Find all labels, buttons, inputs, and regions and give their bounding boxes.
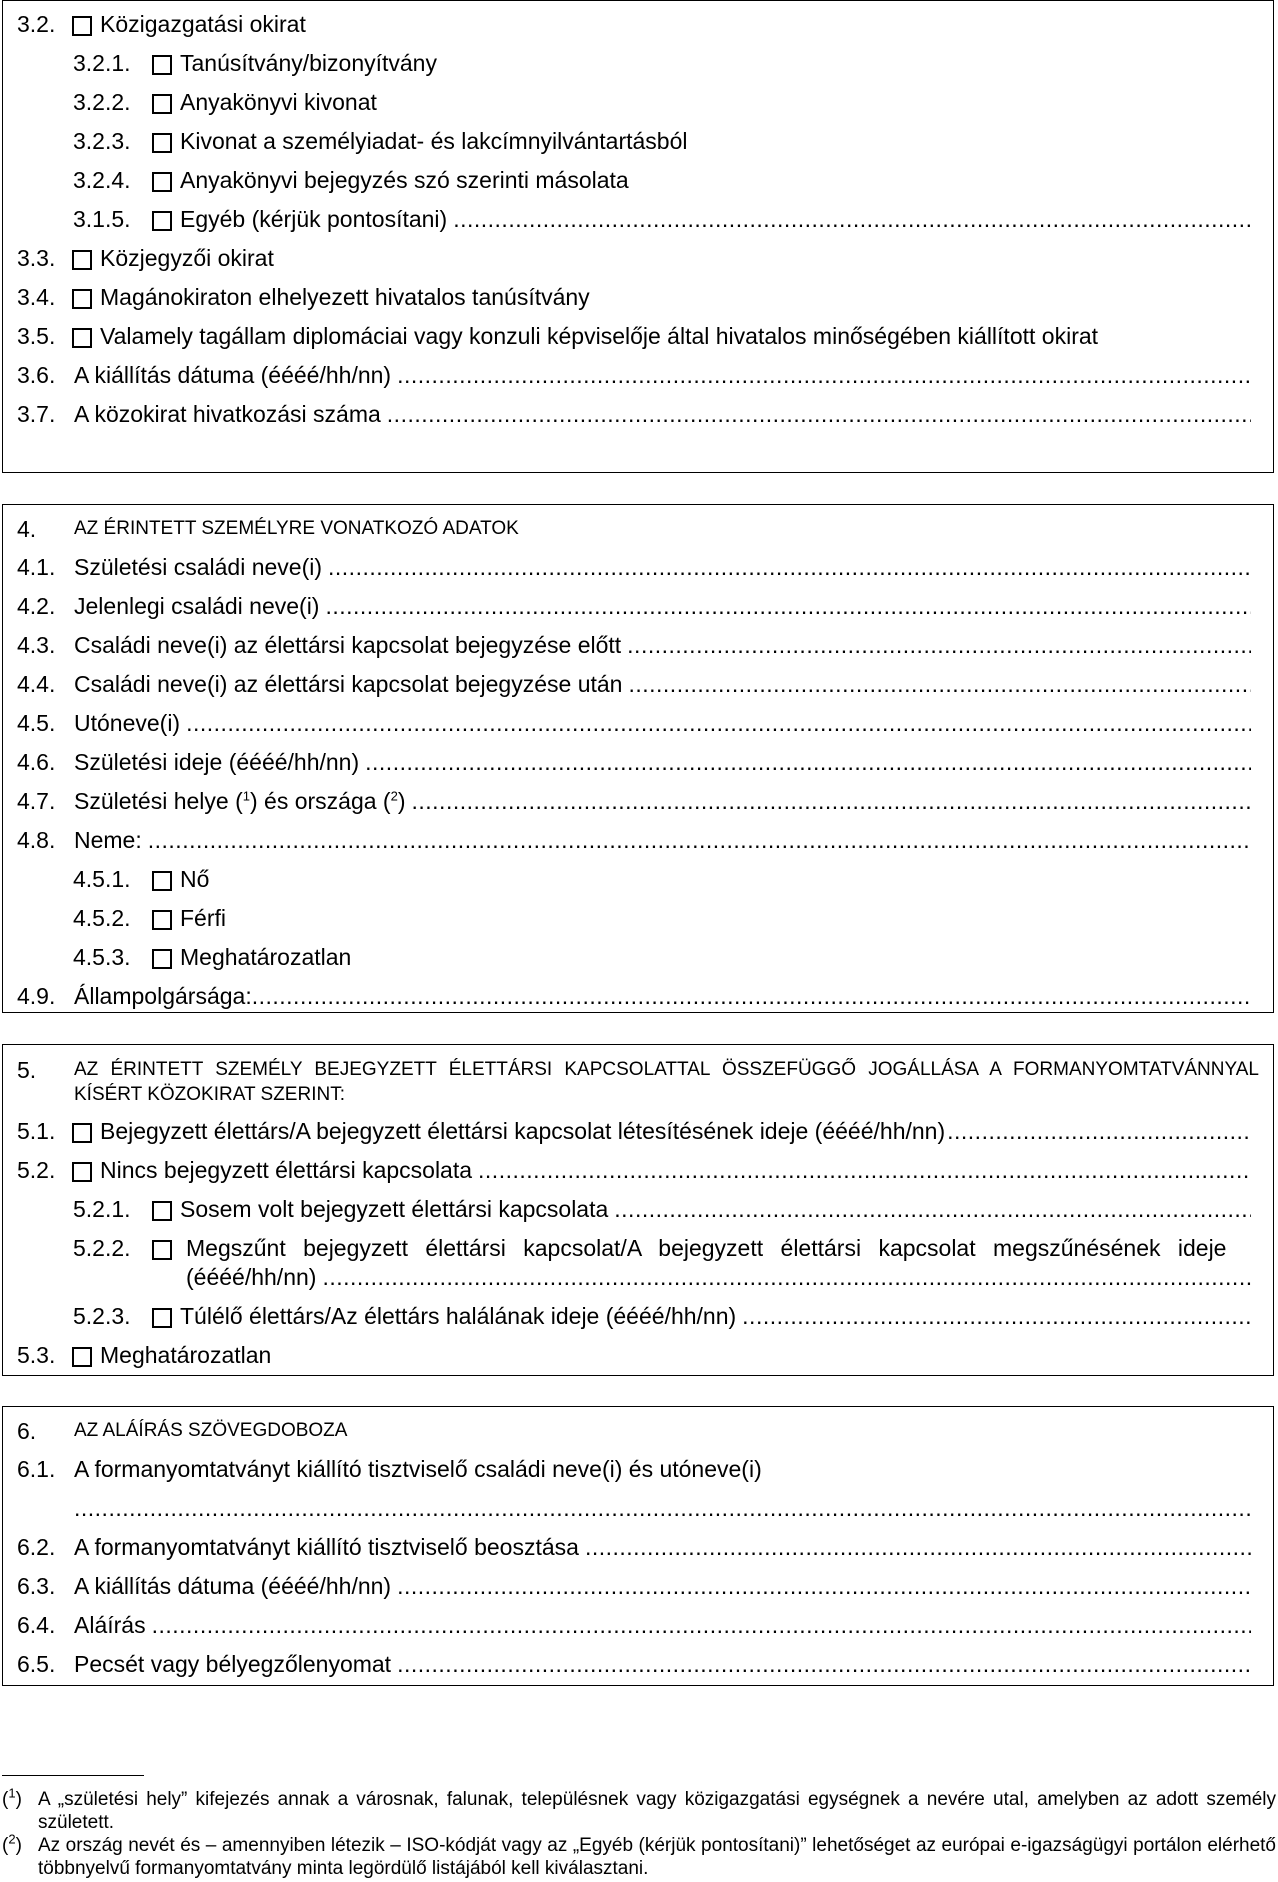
item-label: Neme:: [74, 827, 142, 853]
item-label: A formanyomtatványt kiállító tisztviselő családi neve(i) és utóneve(i): [74, 1456, 762, 1482]
row-6-3: [17, 1572, 1251, 1600]
section-number: 5.: [17, 1057, 37, 1083]
item-number: 5.2.3.: [73, 1303, 131, 1329]
checkbox[interactable]: [152, 94, 172, 114]
item-label: Jelenlegi családi neve(i): [74, 593, 320, 619]
item-number: 3.2.3.: [73, 128, 131, 154]
item-number: 4.3.: [17, 632, 56, 658]
item-number: 3.3.: [17, 245, 56, 271]
item-number: 3.4.: [17, 284, 56, 310]
item-label: Egyéb (kérjük pontosítani): [180, 206, 448, 232]
checkbox[interactable]: [152, 55, 172, 75]
fill-in-line[interactable]: [453, 205, 1251, 233]
row-4-5-2: [73, 904, 1251, 932]
item-number: 3.6.: [17, 362, 56, 388]
item-number: 3.2.1.: [73, 50, 131, 76]
row-5-1: [17, 1117, 1251, 1145]
row-4-1: [17, 553, 1251, 581]
row-3-1-5: [73, 205, 1251, 233]
row-3-2-4: [73, 166, 1251, 194]
item-label: Megszűnt bejegyzett élettársi kapcsolat/A bejegyzett élettársi kapcsolat megszűnésének ideje: [186, 1235, 1227, 1261]
fill-in-line[interactable]: [328, 553, 1251, 581]
item-number: 5.1.: [17, 1118, 56, 1144]
item-label: Magánokiraton elhelyezett hivatalos tanúsítvány: [100, 284, 590, 310]
item-number: 3.7.: [17, 401, 56, 427]
footnote-text: A „születési hely” kifejezés annak a városnak, falunak, településnek vagy közigazgatási egységnek a nevére utal, amelyben az adott személy született.: [38, 1789, 1276, 1833]
row-4-7: [17, 787, 1251, 815]
checkbox[interactable]: [152, 211, 172, 231]
row-3-2-2: [73, 88, 1251, 116]
section-title: AZ ÉRINTETT SZEMÉLYRE VONATKOZÓ ADATOK: [74, 518, 519, 539]
item-label: Férfi: [180, 905, 226, 931]
footnote-ref-2: 2: [390, 788, 398, 804]
row-4-5: [17, 709, 1251, 737]
checkbox[interactable]: [72, 328, 92, 348]
item-number: 4.7.: [17, 788, 56, 814]
item-label: Kivonat a személyiadat- és lakcímnyilvántartásból: [180, 128, 688, 154]
checkbox[interactable]: [152, 1201, 172, 1221]
item-number: 4.4.: [17, 671, 56, 697]
row-3-2: [17, 10, 1251, 38]
item-number: 5.2.: [17, 1157, 56, 1183]
footnote-separator: [2, 1775, 144, 1776]
fill-in-line[interactable]: [585, 1533, 1251, 1561]
checkbox[interactable]: [72, 250, 92, 270]
item-label-continued: (éééé/hh/nn): [186, 1264, 317, 1290]
checkbox[interactable]: [152, 1240, 172, 1260]
item-label: Születési ideje (éééé/hh/nn): [74, 749, 360, 775]
item-number: 4.8.: [17, 827, 56, 853]
item-label: Nő: [180, 866, 210, 892]
fill-in-line[interactable]: [365, 748, 1251, 776]
item-label: Valamely tagállam diplomáciai vagy konzuli képviselője által hivatalos minőségében kiállított okirat: [100, 323, 1099, 349]
section-5-heading: [17, 1057, 1259, 1107]
item-label: Születési helye ($^1$) és országa ($^2$): [74, 788, 406, 814]
fill-in-line[interactable]: [397, 361, 1251, 389]
row-4-5-3: [73, 943, 1251, 971]
row-4-4: [17, 670, 1251, 698]
row-4-5-1: [73, 865, 1251, 893]
fill-in-line[interactable]: [627, 631, 1251, 659]
item-label: Sosem volt bejegyzett élettársi kapcsolata: [180, 1196, 609, 1222]
checkbox[interactable]: [72, 289, 92, 309]
checkbox[interactable]: [72, 1162, 92, 1182]
checkbox[interactable]: [152, 172, 172, 192]
row-5-2-1: [73, 1195, 1251, 1223]
item-label: Meghatározatlan: [100, 1342, 272, 1368]
footnote-mark: ($^1$): [2, 1785, 22, 1810]
item-label: A közokirat hivatkozási száma: [74, 401, 381, 427]
row-6-5: [17, 1650, 1251, 1678]
item-label: Aláírás: [74, 1612, 146, 1638]
item-number: 3.5.: [17, 323, 56, 349]
checkbox[interactable]: [72, 1123, 92, 1143]
item-number: 6.2.: [17, 1534, 56, 1560]
row-4-3: [17, 631, 1251, 659]
footnote-mark: ($^2$): [2, 1831, 22, 1856]
row-4-2: [17, 592, 1251, 620]
item-number: 5.3.: [17, 1342, 56, 1368]
fill-in-line[interactable]: [412, 787, 1252, 815]
fill-in-line[interactable]: [397, 1572, 1251, 1600]
item-label: Túlélő élettárs/Az élettárs halálának ideje (éééé/hh/nn): [180, 1303, 737, 1329]
item-number: 3.2.4.: [73, 167, 131, 193]
fill-in-line[interactable]: [397, 1650, 1251, 1678]
item-number: 3.1.5.: [73, 206, 131, 232]
item-number: 4.6.: [17, 749, 56, 775]
item-number: 5.2.2.: [73, 1235, 131, 1261]
item-label: Pecsét vagy bélyegzőlenyomat: [74, 1651, 392, 1677]
item-label: Bejegyzett élettárs/A bejegyzett élettársi kapcsolat létesítésének ideje (éééé/hh/nn): [100, 1118, 946, 1144]
row-5-3: [17, 1341, 1251, 1369]
fill-in-line[interactable]: [628, 670, 1251, 698]
row-6-2: [17, 1533, 1251, 1561]
row-3-7: [17, 400, 1251, 428]
item-number: 4.5.1.: [73, 866, 131, 892]
fill-in-line[interactable]: [322, 1263, 1251, 1291]
checkbox[interactable]: [152, 910, 172, 930]
checkbox[interactable]: [152, 871, 172, 891]
item-number: 5.2.1.: [73, 1196, 131, 1222]
fill-in-line[interactable]: [478, 1156, 1251, 1184]
fill-in-line[interactable]: [152, 1611, 1251, 1639]
item-label: Nincs bejegyzett élettársi kapcsolata: [100, 1157, 473, 1183]
row-3-6: [17, 361, 1251, 389]
row-5-2-2: [73, 1234, 1251, 1262]
item-number: 3.2.2.: [73, 89, 131, 115]
footnote-ref-1: 1: [242, 788, 250, 804]
item-number: 4.5.2.: [73, 905, 131, 931]
section-number: 4.: [17, 516, 37, 542]
row-5-2: [17, 1156, 1251, 1184]
fill-in-line[interactable]: [74, 1494, 1251, 1522]
checkbox[interactable]: [72, 16, 92, 36]
item-number: 4.5.3.: [73, 944, 131, 970]
item-number: 6.4.: [17, 1612, 56, 1638]
section-5-box: [2, 1044, 1274, 1376]
item-label: Tanúsítvány/bizonyítvány: [180, 50, 437, 76]
checkbox[interactable]: [152, 133, 172, 153]
item-label: Állampolgársága:: [74, 983, 252, 1009]
row-5-2-2-cont: [186, 1263, 1251, 1291]
item-label: Utóneve(i): [74, 710, 181, 736]
fill-in-line[interactable]: [742, 1302, 1251, 1330]
item-number: 4.9.: [17, 983, 56, 1009]
row-6-1: [17, 1455, 1251, 1483]
item-label: Családi neve(i) az élettársi kapcsolat bejegyzése előtt: [74, 632, 622, 658]
item-label: Közigazgatási okirat: [100, 11, 306, 37]
item-label: Anyakönyvi bejegyzés szó szerinti másolata: [180, 167, 629, 193]
section-6-box: [2, 1406, 1274, 1686]
row-4-6: [17, 748, 1251, 776]
row-4-9: [17, 982, 1251, 1010]
section-title: AZ ÉRINTETT SZEMÉLY BEJEGYZETT ÉLETTÁRSI KAPCSOLATTAL ÖSSZEFÜGGŐ JOGÁLLÁSA A FORMANYOMTATVÁNNYAL KÍSÉRT KÖZOKIRAT SZERINT:: [74, 1059, 1259, 1105]
item-number: 4.5.: [17, 710, 56, 736]
checkbox[interactable]: [72, 1347, 92, 1367]
checkbox[interactable]: [152, 1308, 172, 1328]
item-label: A kiállítás dátuma (éééé/hh/nn): [74, 362, 392, 388]
fill-in-line[interactable]: [614, 1195, 1251, 1223]
fill-in-line[interactable]: [325, 592, 1251, 620]
section-number: 6.: [17, 1418, 37, 1444]
fill-in-line[interactable]: [186, 709, 1251, 737]
item-number: 4.2.: [17, 593, 56, 619]
row-4-8: [17, 826, 1251, 854]
section-title: AZ ALÁÍRÁS SZÖVEGDOBOZA: [74, 1420, 348, 1441]
item-label: Anyakönyvi kivonat: [180, 89, 377, 115]
row-5-2-3: [73, 1302, 1251, 1330]
row-3-4: [17, 283, 1251, 311]
section-4-heading: [17, 515, 1251, 543]
section-4-box: [2, 504, 1274, 1013]
item-label: A kiállítás dátuma (éééé/hh/nn): [74, 1573, 392, 1599]
row-3-3: [17, 244, 1251, 272]
item-label: A formanyomtatványt kiállító tisztviselő beosztása: [74, 1534, 579, 1560]
fill-in-line[interactable]: [252, 982, 1251, 1010]
row-3-2-3: [73, 127, 1251, 155]
item-label: Meghatározatlan: [180, 944, 352, 970]
footnote-text: Az ország nevét és – amennyiben létezik – ISO-kódját vagy az „Egyéb (kérjük pontosítani)” lehetőséget az európai e-igazságügyi portálon elérhető többnyelvű formanyomtatvány minta legördülő listájából kell kiválasztani.: [38, 1835, 1276, 1879]
section-3-box: [2, 0, 1274, 473]
fill-in-line[interactable]: [148, 826, 1251, 854]
checkbox[interactable]: [152, 949, 172, 969]
row-3-5: [17, 322, 1251, 350]
item-label: Születési családi neve(i): [74, 554, 323, 580]
section-6-heading: [17, 1417, 1251, 1445]
row-6-4: [17, 1611, 1251, 1639]
item-number: 6.3.: [17, 1573, 56, 1599]
item-number: 3.2.: [17, 11, 56, 37]
item-label: Családi neve(i) az élettársi kapcsolat bejegyzése után: [74, 671, 623, 697]
fill-in-line[interactable]: [947, 1117, 1251, 1145]
item-number: 4.1.: [17, 554, 56, 580]
row-3-2-1: [73, 49, 1251, 77]
item-number: 6.1.: [17, 1456, 56, 1482]
item-number: 6.5.: [17, 1651, 56, 1677]
fill-in-line[interactable]: [387, 400, 1251, 428]
item-label: Közjegyzői okirat: [100, 245, 274, 271]
